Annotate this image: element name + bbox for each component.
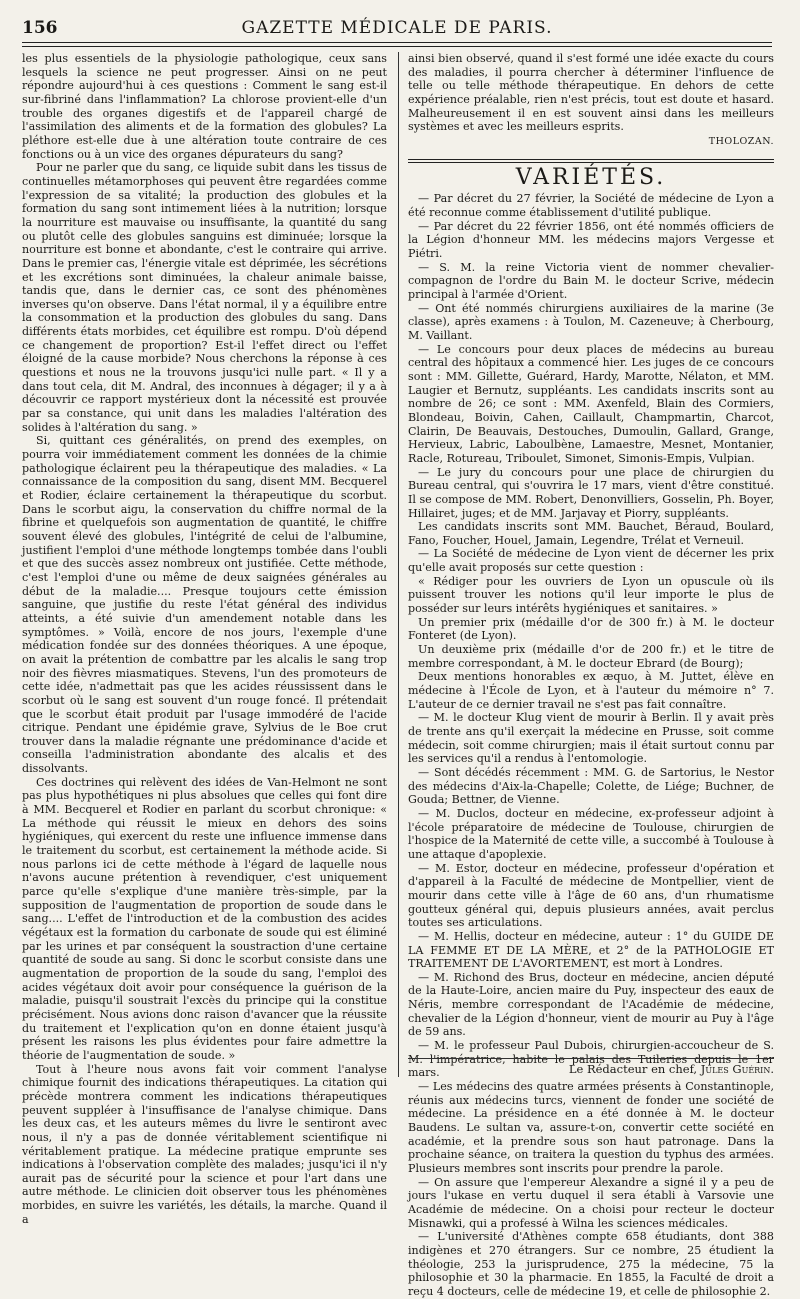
right-column — [408, 52, 774, 1298]
news-item: — Par décret du 22 février 1856, ont été nommés officiers de la Légion d'honneur MM. les médecins majors Vergesse et Piétri. — [408, 219, 774, 261]
page-number: 156 — [22, 18, 58, 38]
column-divider — [398, 52, 399, 1077]
editor-footer — [408, 1058, 774, 1080]
news-item: — M. Estor, docteur en médecine, professeur d'opération et d'appareil à la Faculté de médecine de Montpellier, vient de mourir dans cette ville à l'âge de 60 ans, d'un rhumatisme goutteux général qui, depuis plusieurs années, avait perclus toutes ses articulations. — [408, 861, 774, 930]
news-item: — Par décret du 27 février, la Société de médecine de Lyon a été reconnue comme établissement d'utilité publique. — [408, 192, 774, 220]
news-item: — M. Hellis, docteur en médecine, auteur : 1° du GUIDE DE LA FEMME ET DE LA MÈRE, et 2° de la PATHOLOGIE ET TRAITEMENT DE L'AVORTEMENT, est mort à Londres. — [408, 929, 774, 971]
news-item: — M. le docteur Klug vient de mourir à Berlin. Il y avait près de trente ans qu'il exerçait la médecine en Prusse, soit comme médecin, soit comme chirurgien; mais il était surtout connu par les services qu'il a rendus à l'entomologie. — [408, 711, 774, 766]
paragraph: Si, quittant ces généralités, on prend des exemples, on pourra voir immédiatement comment les données de la chimie pathologique éclairent peu la thérapeutique des maladies. « La connaissance de la composition du sang, disent MM. Becquerel et Rodier, éclaire certainement la thérapeutique du scorbut. Dans le scorbut aigu, la conservation du chiffre normal de la fibrine et quelquefois son augmentation de quantité, le chiffre souvent élevé des globules, l'intégrité de celui de l'albumine, justifient l'emploi d'une méthode longtemps tombée dans l'oubli et que des succès assez nombreux ont justifiée. Cette méthode, c'est l'emploi d'une ou même de deux saignées générales au début de la maladie.... Presque toujours cette émission sanguine, que justifie du reste l'état général des individus atteints, a été suivie d'un amendement notable dans les symptômes. » Voilà, encore de nos jours, l'exemple d'une médication fondée sur des données théoriques. A une époque, on avait la prétention de combattre par les alcalis le sang trop noir des fièvres miasmatiques. Stevens, l'un des promoteurs de cette idée, n'admettait pas que les acides réussissent dans le scorbut où le sang est souvent d'un rouge foncé. Il prétendait que le scorbut était produit par l'usage immodéré de l'acide citrique. Pendant une épidémie grave, Sylvius de le Boe crut trouver dans la maladie régnante une prédominance d'acide et conseilla l'administration abondante des alcalis et des dissolvants. — [22, 434, 387, 776]
news-item: — On assure que l'empereur Alexandre a signé il y a peu de jours l'ukase en vertu duquel il sera établi à Varsovie une Académie de médecine. On a choisi pour recteur le docteur Misnawki, qui a professé à Wilna les sciences médicales. — [408, 1175, 774, 1230]
journal-title: GAZETTE MÉDICALE DE PARIS. — [241, 18, 553, 38]
footer-prefix: Le Rédacteur en chef, — [568, 1062, 698, 1076]
news-item: — M. Duclos, docteur en médecine, ex-professeur adjoint à l'école préparatoire de médecine de Toulouse, chirurgien de l'hospice de la Maternité de cette ville, a succombé à Toulouse à une attaque d'apoplexie. — [408, 806, 774, 861]
news-item: Un deuxième prix (médaille d'or de 200 fr.) et le titre de membre correspondant, à M. le docteur Ebrard (de Bourg); — [408, 643, 774, 670]
news-item: — Sont décédés récemment : MM. G. de Sartorius, le Nestor des médecins d'Aix-la-Chapelle; Colette, de Liége; Buchner, de Gouda; Bettner, de Vienne. — [408, 765, 774, 807]
news-item: — Ont été nommés chirurgiens auxiliaires de la marine (3e classe), après examens : à Toulon, M. Cazeneuve; à Cherbourg, M. Vaillant. — [408, 301, 774, 342]
news-item: Un premier prix (médaille d'or de 300 fr.) à M. le docteur Fonteret (de Lyon). — [408, 615, 774, 643]
news-item: — La Société de médecine de Lyon vient de décerner les prix qu'elle avait proposés sur cette question : — [408, 547, 774, 575]
page-header — [22, 14, 772, 43]
paragraph: ainsi bien observé, quand il s'est formé une idée exacte du cours des maladies, il pourra chercher à déterminer l'influence de telle ou telle méthode thérapeutique. En dehors de cette expérience préalable, rien n'est précis, tout est doute et hasard. Malheureusement il en est souvent ainsi dans les meilleurs systèmes et avec les meilleurs esprits. — [408, 52, 774, 134]
section-title: VARIÉTÉS. — [515, 164, 667, 190]
news-item: — Les médecins des quatre armées présents à Constantinople, réunis aux médecins turcs, viennent de fonder une société de médecine. La présidence en a été donnée à M. le docteur Baudens. Le sultan va, assure-t-on, convertir cette société en académie, et la prendre sous son haut patronage. Dans la prochaine séance, on traitera la question du typhus des armées. Plusieurs membres sont inscrits pour prendre la parole. — [408, 1080, 774, 1176]
news-item: — Le jury du concours pour une place de chirurgien du Bureau central, qui s'ouvrira le 17 mars, vient d'être constitué. Il se compose de MM. Robert, Denonvilliers, Gosselin, Ph. Boyer, Hillairet, juges; et de MM. Jarjavay et Piorry, suppléants. — [408, 465, 774, 520]
news-item: — Le concours pour deux places de médecins au bureau central des hôpitaux a commencé hier. Les juges de ce concours sont : MM. Gillette, Guérard, Hardy, Marotte, Nélaton, et MM. Laugier et Bernutz, suppléants. Les candidats inscrits sont au nombre de 26; ce sont : MM. Axenfeld, Blain des Cormiers, Blondeau, Boivin, Cahen, Caillault, Champmartin, Charcot, Clairin, De Beauvais, Destouches, Dumoulin, Gallard, Grange, Hervieux, Labric, Laboulbène, Lamaestre, Mesnet, Montanier, Racle, Rotureau, Triboulet, Simonet, Simonis-Empis, Vulpian. — [408, 342, 774, 465]
section-rule — [408, 159, 774, 163]
news-item: — M. Richond des Brus, docteur en médecine, ancien député de la Haute-Loire, ancien maire du Puy, inspecteur des eaux de Néris, membre correspondant de l'Académie de médecine, chevalier de la Légion d'honneur, vient de mourir au Puy à l'âge de 59 ans. — [408, 970, 774, 1039]
paragraph: Pour ne parler que du sang, ce liquide subit dans les tissus de continuelles métamorphoses qui peuvent être regardées comme l'expression de sa vitalité; la production des globules et la formation du sang sont intimement liées à la nutrition; lorsque la nourriture est mauvaise ou insuffisante, la quantité du sang ou plutôt celle des globules sanguins est diminuée; lorsque la nourriture est bonne et abondante, c'est le contraire qui arrive. Dans le premier cas, l'énergie vitale est déprimée, les sécrétions et les excrétions sont diminuées, la chaleur animale baisse, tandis que, dans le dernier cas, ce sont des phénomènes inverses qu'on observe. Dans l'état normal, il y a équilibre entre la consommation et la production des globules du sang. Dans différents états morbides, cet équilibre est rompu. D'où dépend ce changement de proportion? Est-il l'effet direct ou l'effet éloigné de la cause morbide? Nous cherchons la réponse à ces questions et nous ne la trouvons jusqu'ici nulle part. « Il y a dans tout cela, dit M. Andral, des inconnues à dégager; il y a à découvrir ce rapport mystérieux dont la nécessité est prouvée par sa constance, qui unit dans les maladies l'altération des solides à l'altération du sang. » — [22, 161, 387, 434]
news-item: — M. le professeur Paul Dubois, chirurgien-accoucheur de S. M. l'impératrice, habite le palais des Tuileries depuis le 1er mars. — [408, 1039, 774, 1080]
author-signature: THOLOZAN. — [708, 135, 774, 147]
news-item: Deux mentions honorables ex æquo, à M. Juttet, élève en médecine à l'École de Lyon, et à l'auteur du mémoire n° 7. L'auteur de ce dernier travail ne s'est pas fait connaître. — [408, 670, 774, 711]
news-list — [408, 192, 774, 1298]
paragraph: les plus essentiels de la physiologie pathologique, ceux sans lesquels la science ne peut progresser. Ainsi on ne peut répondre aujourd'hui à ces questions : Comment le sang est-il sur-fibriné dans l'inflammation? La chlorose provient-elle d'un trouble des organes digestifs et de l'appareil chargé de l'assimilation des aliments et de la formation des globules? La pléthore est-elle due à une altération toute contraire de ces fonctions ou à un vice des organes dépurateurs du sang? — [22, 52, 387, 161]
editor-name: Jules Guérin. — [700, 1062, 774, 1076]
news-item: — S. M. la reine Victoria vient de nommer chevalier-compagnon de l'ordre du Bain M. le docteur Scrive, médecin principal à l'armée d'Orient. — [408, 260, 774, 302]
paragraph: Tout à l'heure nous avons fait voir comment l'analyse chimique fournit des indications thérapeutiques. La citation qui précède montrera comment les indications thérapeutiques peuvent suppléer à l'insuffisance de l'analyse chimique. Dans les deux cas, et les auteurs mêmes du livre le sentiront avec nous, il n'y a pas de donnée véritablement scientifique ni véritablement pratique. La médecine pratique emprunte ses indications à l'observation complète des malades; jusqu'ici il n'y aurait pas de sécurité pour la science et pour l'art dans une autre méthode. Le clinicien doit observer tous les phénomènes morbides, en suivre les variétés, les détails, la marche. Quand il a — [22, 1062, 387, 1226]
left-column — [22, 52, 387, 1226]
news-item: — L'université d'Athènes compte 658 étudiants, dont 388 indigènes et 270 étrangers. Sur ce nombre, 25 étudient la théologie, 253 la jurisprudence, 275 la médecine, 75 la philosophie et 30 la pharmacie. En 1855, la Faculté de droit a reçu 4 docteurs, celle de médecine 19, et celle de philosophie 2. — [408, 1230, 774, 1298]
news-item: « Rédiger pour les ouvriers de Lyon un opuscule où ils puissent trouver les notions qu'il leur importe le plus de posséder sur leurs intérêts hygiéniques et sanitaires. » — [408, 574, 774, 616]
paragraph: Ces doctrines qui relèvent des idées de Van-Helmont ne sont pas plus hypothétiques ni plus absolues que celles qui font dire à MM. Becquerel et Rodier en parlant du scorbut chronique: « La méthode qui réussit le mieux en dehors des soins hygiéniques, qui exercent du reste une influence immense dans le traitement du scorbut, est certainement la méthode acide. Si nous parlons ici de cette méthode à l'égard de laquelle nous n'avons aucune prétention à revendiquer, c'est uniquement parce qu'elle s'explique d'une manière très-simple, par la supposition de l'augmentation de proportion de soude dans le sang.... L'effet de l'introduction et de la combustion des acides végétaux est la formation du carbonate de soude qui est éliminé par les urines et par conséquent la soustraction d'une certaine quantité de soude au sang. Si donc le scorbut consiste dans une augmentation de proportion de la soude du sang, l'emploi des acides végétaux doit avoir pour conséquence la guérison de la maladie, puisqu'il soustrait l'excès du principe qui la constitue précisément. Nous avions donc raison d'avancer que la réussite du traitement et l'explication qu'on en donne étaient jusqu'à présent les raisons les plus évidentes pour faire admettre la théorie de l'augmentation de soude. » — [22, 775, 387, 1062]
news-item: Les candidats inscrits sont MM. Bauchet, Béraud, Boulard, Fano, Foucher, Houel, Jamain, Legendre, Trélat et Verneuil. — [408, 520, 774, 547]
header-rule — [22, 46, 772, 47]
